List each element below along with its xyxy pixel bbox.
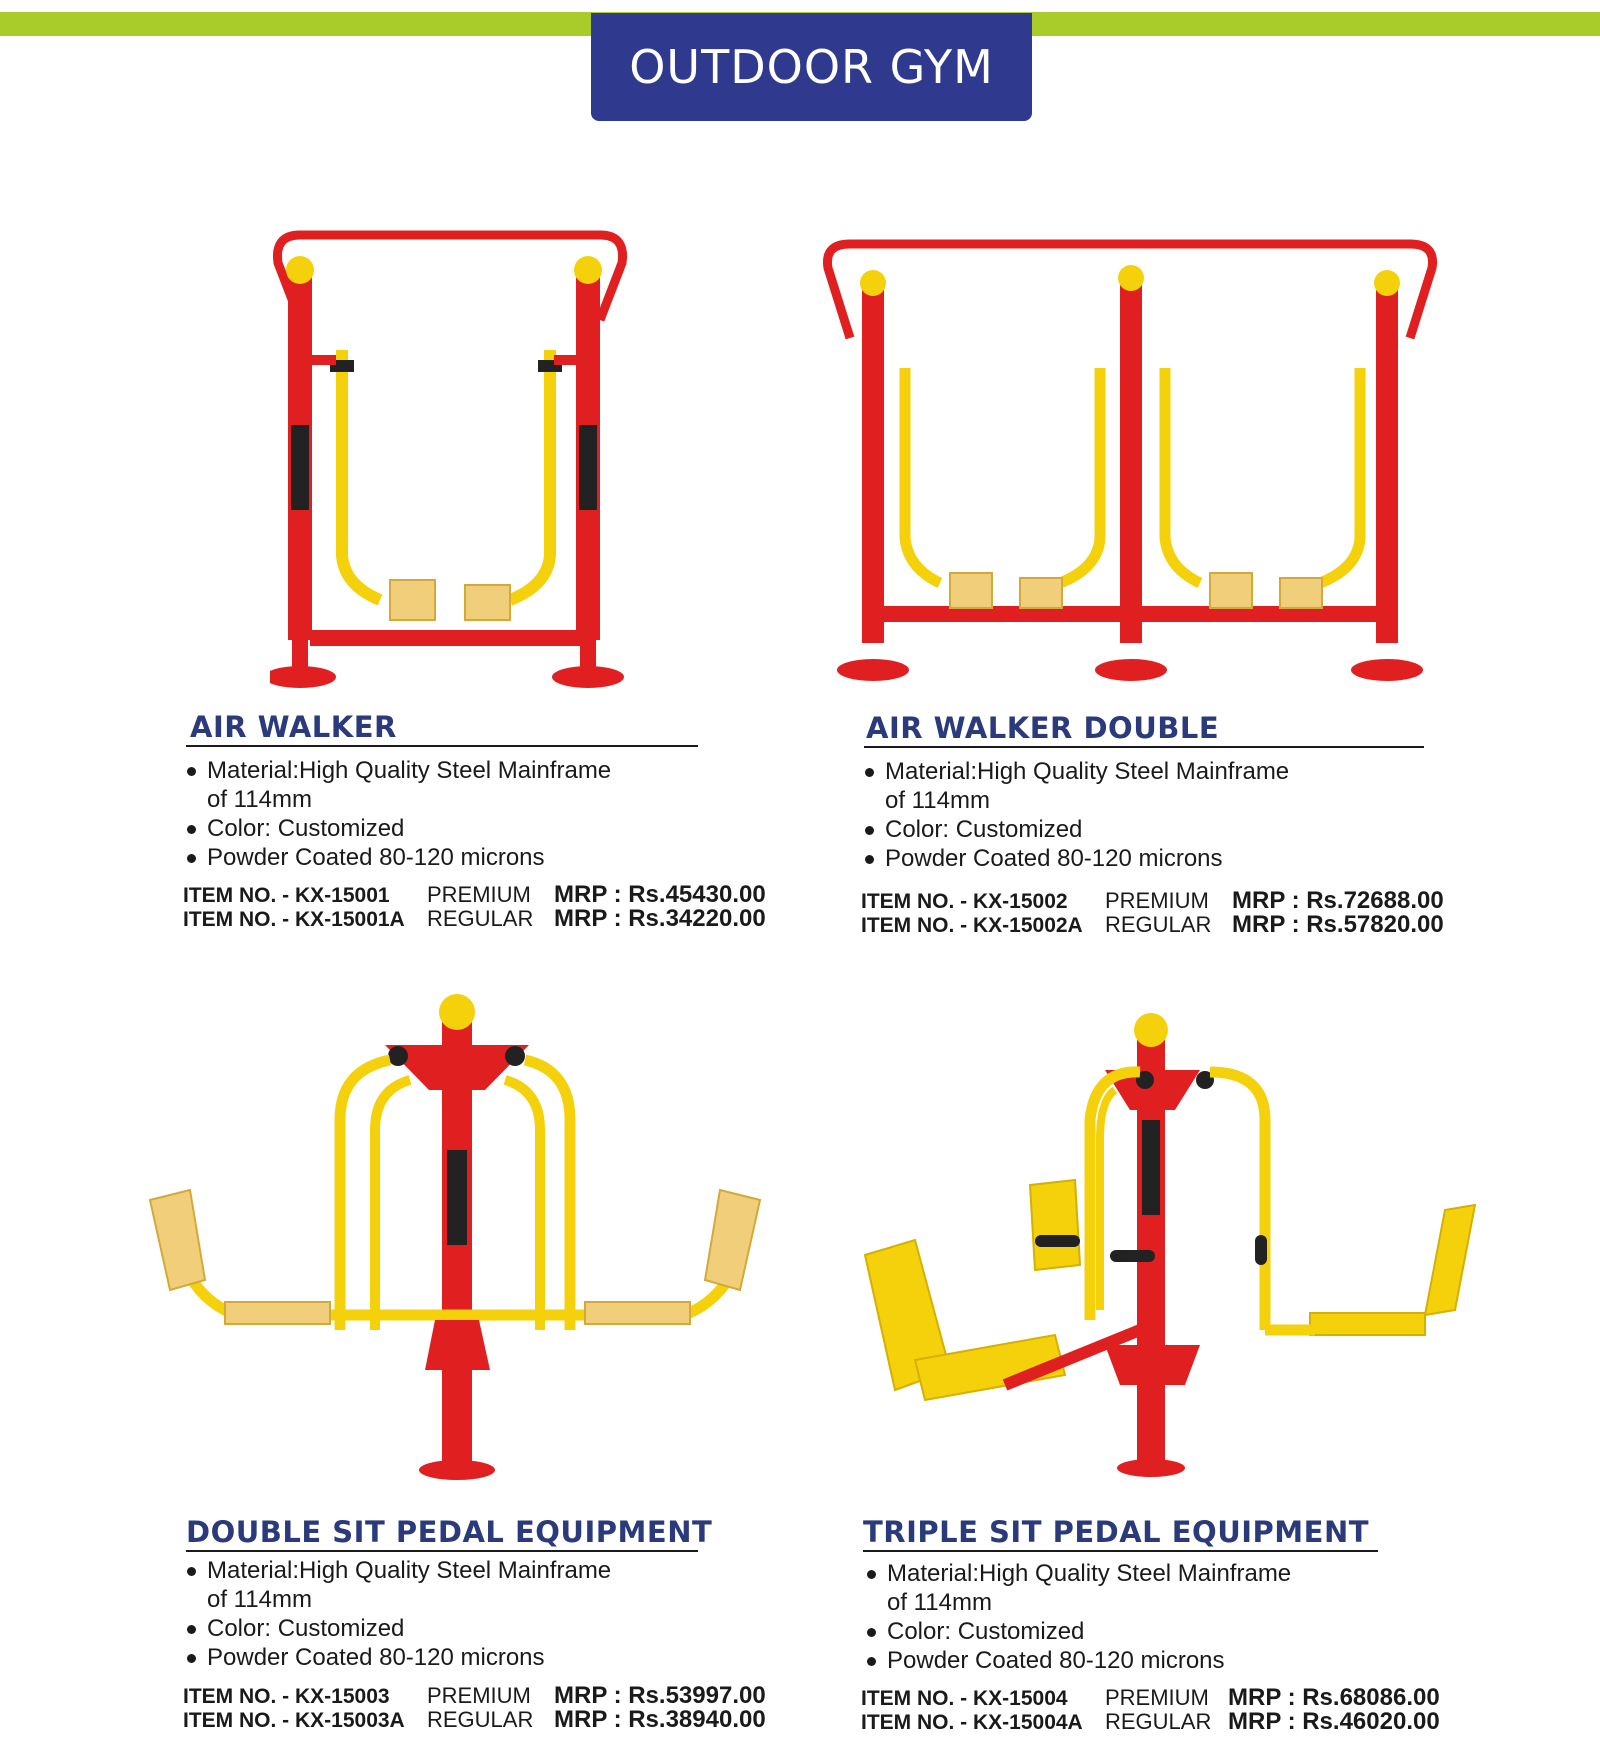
item-row bbox=[183, 1706, 766, 1733]
feature-item: Color: Customized bbox=[183, 1614, 611, 1643]
page-title: OUTDOOR GYM bbox=[629, 40, 994, 94]
item-price: MRP : Rs.34220.00 bbox=[554, 905, 766, 932]
product-title: TRIPLE SIT PEDAL EQUIPMENT bbox=[863, 1515, 1370, 1549]
item-row bbox=[861, 887, 1444, 914]
item-list bbox=[861, 887, 1444, 938]
item-grade: PREMIUM bbox=[1105, 888, 1209, 913]
item-list bbox=[861, 1684, 1440, 1735]
feature-list bbox=[861, 757, 1289, 873]
product-title: AIR WALKER DOUBLE bbox=[866, 711, 1220, 745]
item-row bbox=[861, 1684, 1440, 1711]
title-underline bbox=[186, 1550, 698, 1552]
item-price: MRP : Rs.38940.00 bbox=[554, 1706, 766, 1733]
item-price: MRP : Rs.46020.00 bbox=[1228, 1708, 1440, 1735]
feature-item: Material:High Quality Steel Mainframe bbox=[183, 756, 611, 785]
item-number: ITEM NO. - KX-15001 bbox=[183, 884, 390, 907]
title-underline bbox=[863, 1550, 1378, 1552]
feature-list bbox=[863, 1559, 1291, 1675]
item-grade: PREMIUM bbox=[1105, 1685, 1209, 1710]
feature-item: Color: Customized bbox=[861, 815, 1289, 844]
double-sit-pedal-image bbox=[145, 990, 765, 1490]
page-title-tab bbox=[591, 13, 1032, 121]
item-grade: REGULAR bbox=[427, 906, 534, 931]
item-row bbox=[183, 905, 766, 932]
item-row bbox=[183, 1682, 766, 1709]
item-price: MRP : Rs.45430.00 bbox=[554, 881, 766, 908]
item-number: ITEM NO. - KX-15004 bbox=[861, 1687, 1068, 1710]
item-number: ITEM NO. - KX-15004A bbox=[861, 1711, 1083, 1734]
item-grade: PREMIUM bbox=[427, 1683, 531, 1708]
item-grade: REGULAR bbox=[1105, 1709, 1212, 1734]
feature-item: Material:High Quality Steel Mainframe bbox=[863, 1559, 1291, 1588]
feature-item: of 114mm bbox=[887, 1589, 992, 1616]
feature-item: Powder Coated 80-120 microns bbox=[183, 843, 611, 872]
title-underline bbox=[864, 746, 1424, 748]
feature-item: of 114mm bbox=[207, 1586, 312, 1613]
feature-item: Material:High Quality Steel Mainframe bbox=[861, 757, 1289, 786]
item-price: MRP : Rs.53997.00 bbox=[554, 1682, 766, 1709]
feature-item: Powder Coated 80-120 microns bbox=[861, 844, 1289, 873]
feature-item: Color: Customized bbox=[183, 814, 611, 843]
item-grade: REGULAR bbox=[1105, 912, 1212, 937]
item-row bbox=[861, 1708, 1440, 1735]
feature-item: of 114mm bbox=[207, 786, 312, 813]
item-list bbox=[183, 1682, 766, 1733]
item-list bbox=[183, 881, 766, 932]
item-number: ITEM NO. - KX-15001A bbox=[183, 908, 405, 931]
feature-item: Color: Customized bbox=[863, 1617, 1291, 1646]
air-walker-double-image bbox=[820, 238, 1440, 688]
feature-item: Powder Coated 80-120 microns bbox=[183, 1643, 611, 1672]
item-price: MRP : Rs.72688.00 bbox=[1232, 887, 1444, 914]
feature-item: of 114mm bbox=[885, 787, 990, 814]
item-row bbox=[861, 911, 1444, 938]
item-price: MRP : Rs.68086.00 bbox=[1228, 1684, 1440, 1711]
item-number: ITEM NO. - KX-15003A bbox=[183, 1709, 405, 1732]
air-walker-image bbox=[270, 225, 630, 695]
product-title: AIR WALKER bbox=[190, 710, 397, 744]
feature-list bbox=[183, 756, 611, 872]
feature-item: Powder Coated 80-120 microns bbox=[863, 1646, 1291, 1675]
item-number: ITEM NO. - KX-15002A bbox=[861, 914, 1083, 937]
feature-item: Material:High Quality Steel Mainframe bbox=[183, 1556, 611, 1585]
item-price: MRP : Rs.57820.00 bbox=[1232, 911, 1444, 938]
item-number: ITEM NO. - KX-15002 bbox=[861, 890, 1068, 913]
item-number: ITEM NO. - KX-15003 bbox=[183, 1685, 390, 1708]
item-grade: PREMIUM bbox=[427, 882, 531, 907]
item-grade: REGULAR bbox=[427, 1707, 534, 1732]
item-row bbox=[183, 881, 766, 908]
title-underline bbox=[186, 745, 698, 747]
feature-list bbox=[183, 1556, 611, 1672]
product-title: DOUBLE SIT PEDAL EQUIPMENT bbox=[186, 1515, 713, 1549]
triple-sit-pedal-image bbox=[855, 1010, 1485, 1480]
